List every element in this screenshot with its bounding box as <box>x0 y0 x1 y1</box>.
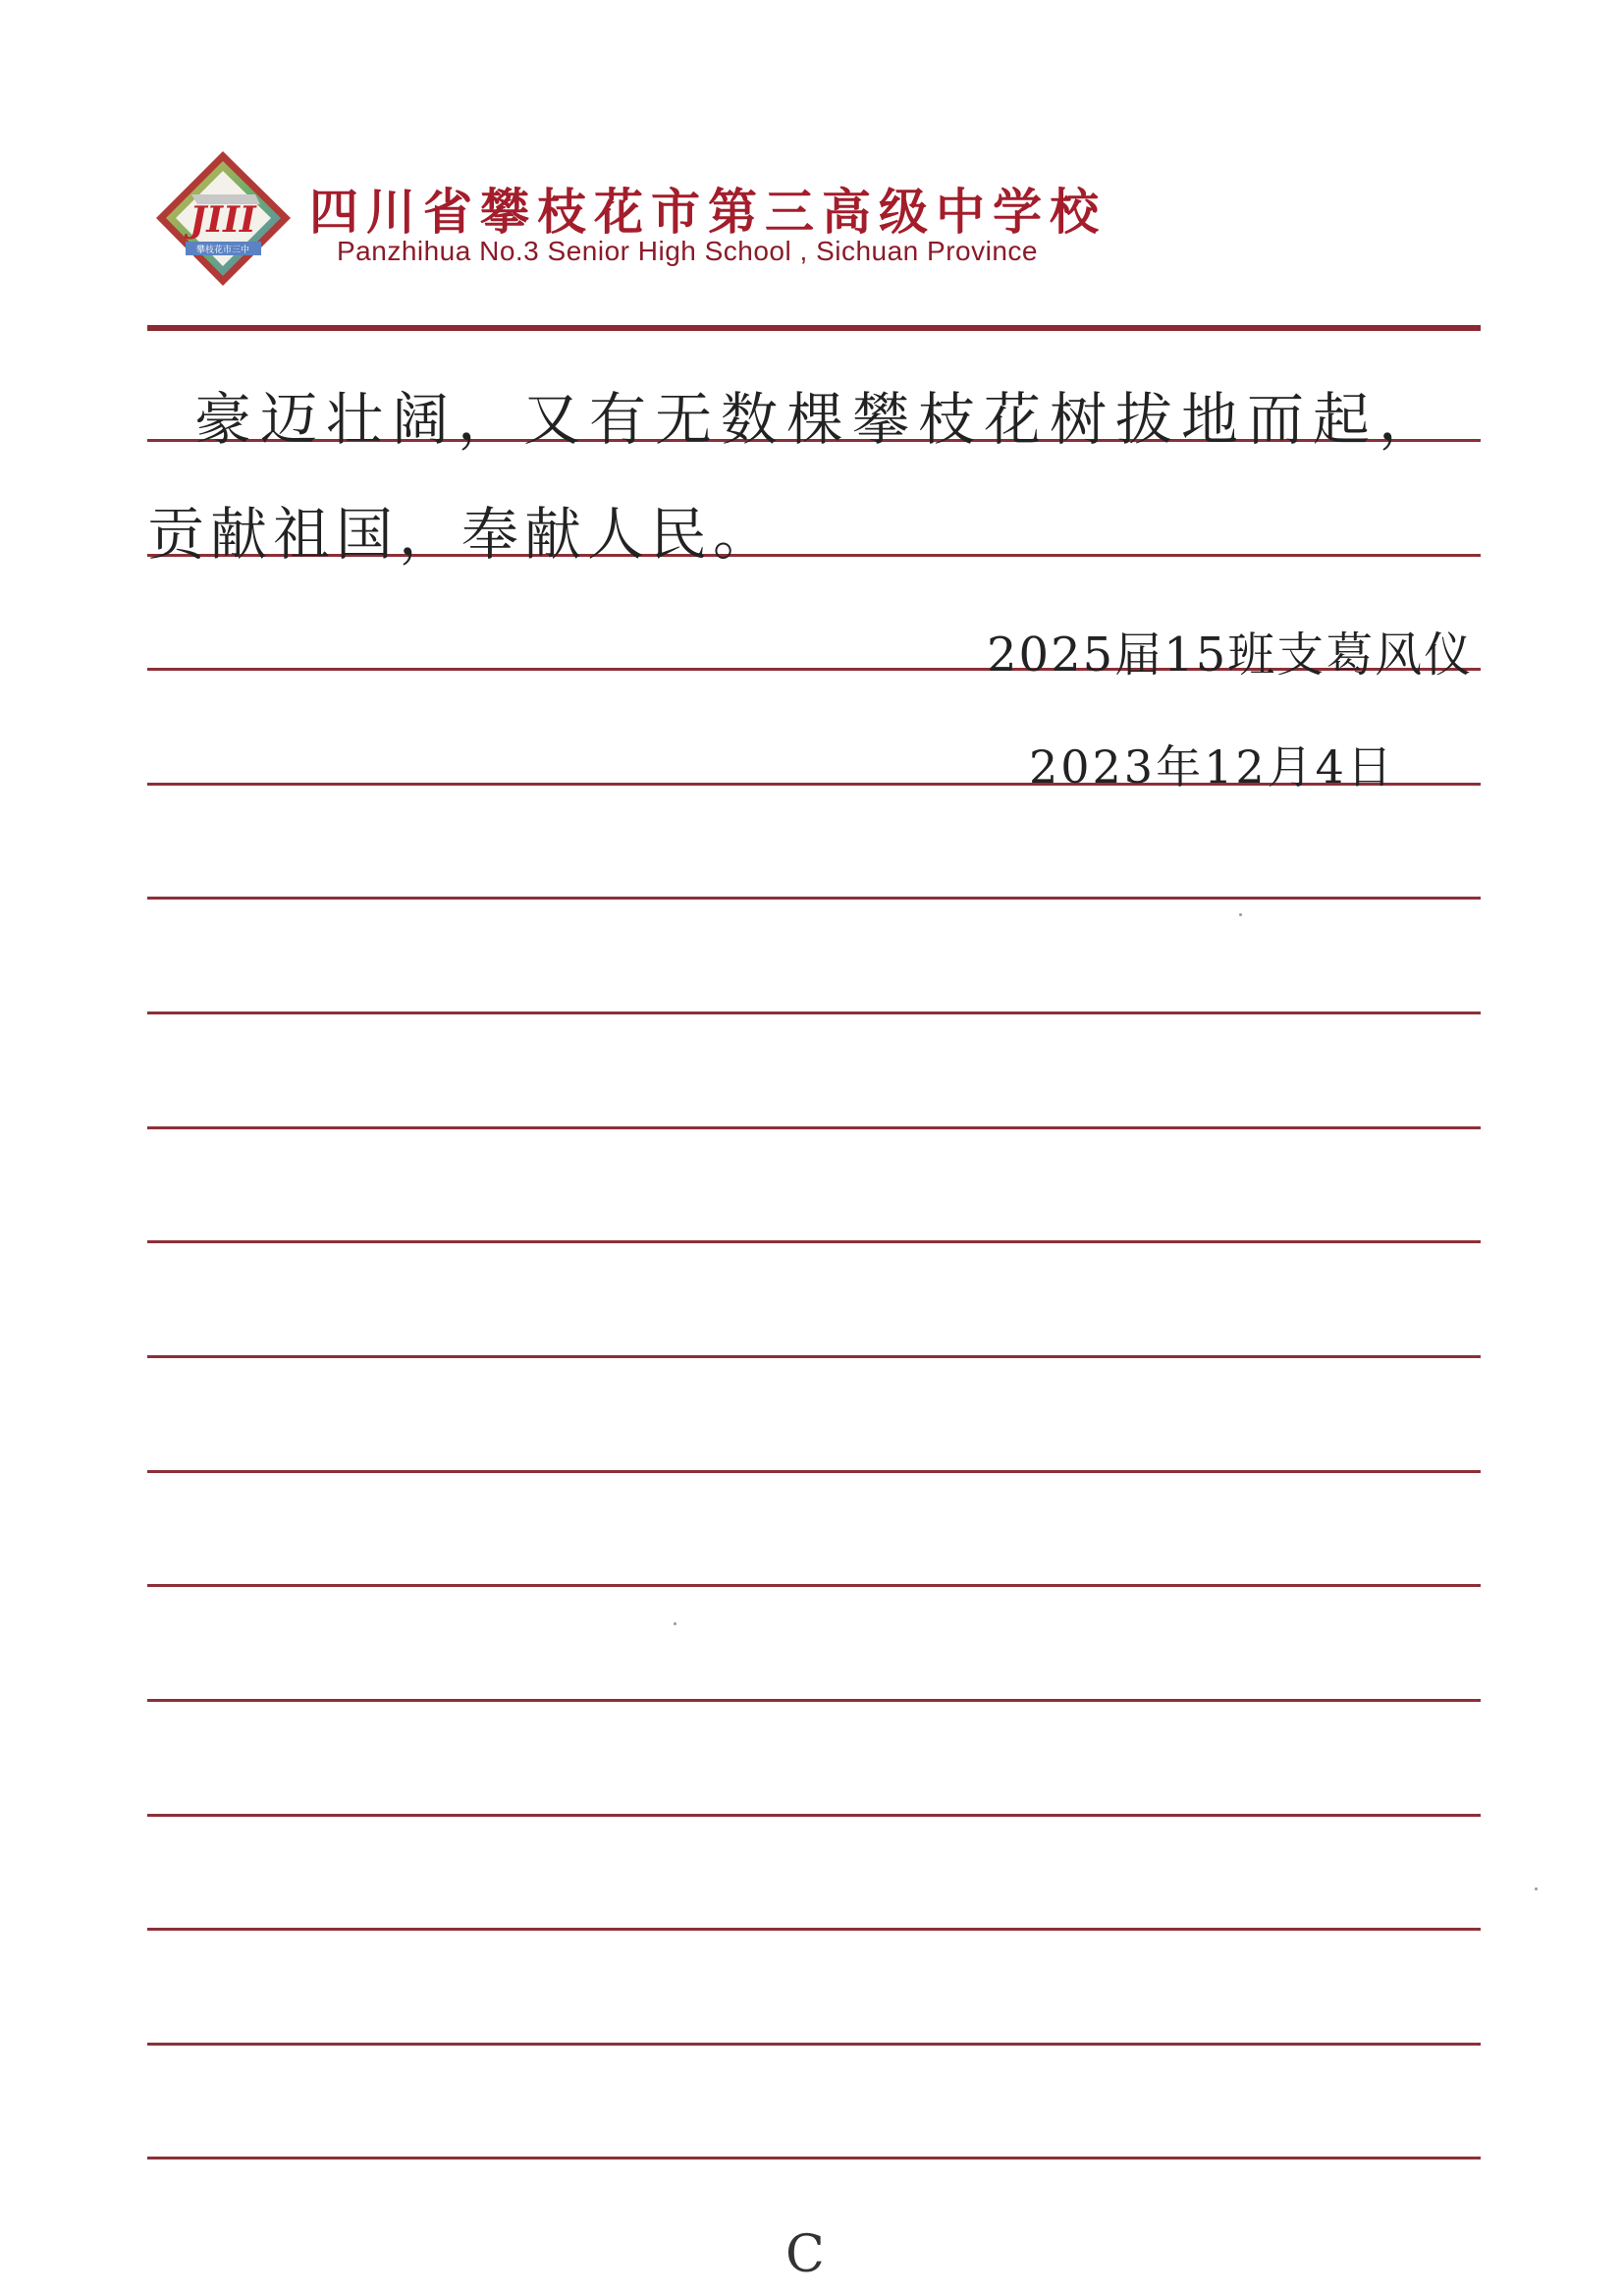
ruled-line <box>147 1928 1481 1931</box>
school-name-chinese: 四川省攀枝花市第三高级中学校 <box>309 183 1107 241</box>
date: 2023年12月4日 <box>1029 740 1395 793</box>
logo-sub-text: 攀枝花市三中 <box>195 246 250 255</box>
header-divider <box>147 325 1481 331</box>
ruled-line <box>147 1470 1481 1473</box>
school-name-english: Panzhihua No.3 Senior High School , Sichuan Province <box>337 236 1038 266</box>
ruled-line <box>147 1355 1481 1358</box>
ruled-line <box>147 1584 1481 1587</box>
ruled-line <box>147 897 1481 900</box>
ruled-line <box>147 1126 1481 1129</box>
ruled-line <box>147 1699 1481 1702</box>
handwritten-line: 豪迈壮阔，又有无数棵攀枝花树拔地而起， <box>194 386 1445 453</box>
scan-speck <box>1535 1887 1538 1890</box>
scan-speck <box>674 1622 676 1625</box>
ruled-line <box>147 1011 1481 1014</box>
signature: 2025届15班支葛风仪 <box>987 628 1474 683</box>
ruled-line <box>147 1814 1481 1817</box>
logo-mark-text: JIII <box>189 199 256 241</box>
scan-speck <box>1239 913 1242 916</box>
handwritten-line: 贡献祖国，奉献人民。 <box>147 501 777 568</box>
page-number-mark: C <box>785 2225 825 2284</box>
ruled-line <box>147 2157 1481 2159</box>
school-logo <box>152 147 295 290</box>
ruled-line <box>147 2043 1481 2046</box>
ruled-line <box>147 1240 1481 1243</box>
